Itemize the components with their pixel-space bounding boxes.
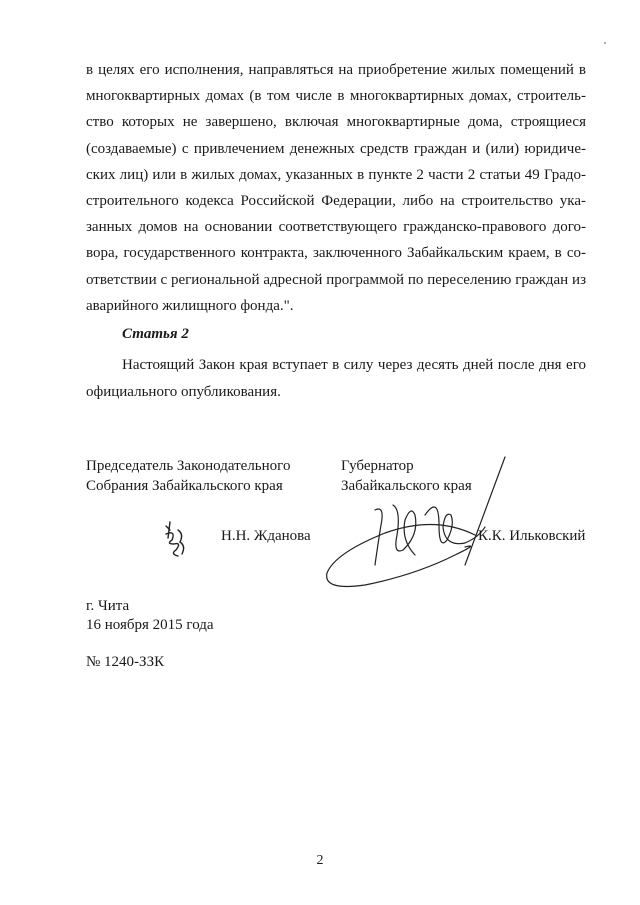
article-line: Настоящий Закон края вступает в силу через десять дней после дня его (122, 357, 586, 373)
body-line: строительного кодекса Российской Федерации, либо на строительство ука- (86, 193, 586, 210)
body-line: занных домов на основании соответствующего гражданско-правового дого- (86, 219, 586, 236)
governor-name: К.К. Ильковский (478, 528, 586, 544)
body-paragraph (86, 57, 586, 319)
article-line: официального опубликования. (86, 384, 281, 400)
body-line: (создаваемые) с привлечением денежных средств граждан и (или) юридиче- (86, 140, 586, 157)
body-line: в целях его исполнения, направляться на приобретение жилых помещений в (86, 62, 586, 78)
date: 16 ноября 2015 года (86, 617, 214, 633)
governor-title-line: Губернатор (341, 458, 414, 474)
body-line: ответствии с региональной адресной программой по переселению граждан из (86, 271, 586, 288)
chairman-name: Н.Н. Жданова (221, 528, 311, 544)
body-line: многоквартирных домах (в том числе в многоквартирных домах, строитель- (86, 88, 586, 105)
article-heading: Статья 2 (122, 326, 189, 342)
scan-speck (604, 42, 606, 44)
page-number: 2 (316, 853, 324, 868)
chairman-title-line: Председатель Законодательного (86, 458, 291, 474)
chairman-signature (160, 520, 192, 560)
body-line: ских лиц) или в жилых домах, указанных в пункте 2 части 2 статьи 49 Градо- (86, 166, 586, 183)
body-line: аварийного жилищного фонда.". (86, 297, 294, 314)
body-line: вора, государственного контракта, заключенного Забайкальским краем, в со- (86, 245, 586, 262)
body-line: ство которых не завершено, включая многоквартирные дома, строящиеся (86, 114, 586, 131)
governor-signature (315, 455, 525, 595)
article-paragraph (86, 352, 586, 406)
place-and-date (86, 597, 214, 635)
governor-title-line: Забайкальского края (341, 478, 472, 494)
chairman-title-line: Собрания Забайкальского края (86, 478, 283, 494)
place: г. Чита (86, 598, 130, 614)
chairman-title (86, 456, 290, 496)
law-number: № 1240-ЗЗК (86, 654, 165, 670)
